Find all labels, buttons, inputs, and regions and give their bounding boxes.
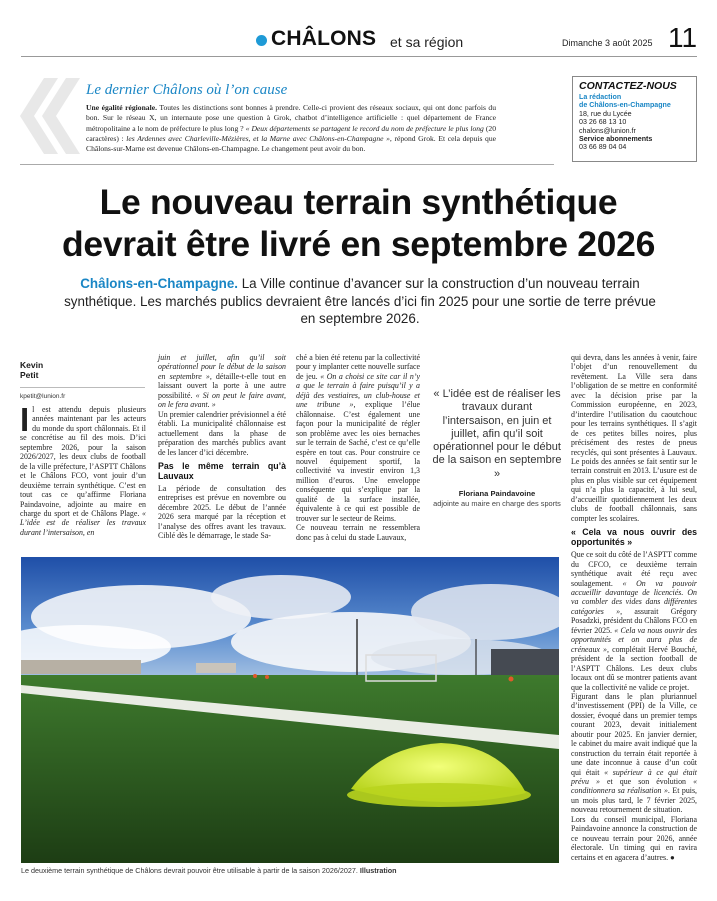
column-text: , complétait Hervé Bouché, président de la section football de l’ASPTT Châlons. Les deux clubs locaux ont dû se montrer patients avant que la collectivité ne valide ce projet. xyxy=(571,644,698,692)
photo-caption xyxy=(21,866,561,875)
column-text: . Et puis, un mois plus tard, le 7 février 2025, nouveau retournement de situation. xyxy=(571,786,698,815)
side-box-title: Le dernier Châlons où l’on cause xyxy=(86,82,288,98)
section-title: CHÂLONS xyxy=(271,27,377,50)
column-text: Que ce soit du côté de l’ASPTT comme du CFCO, ce deuxième terrain synthétique avait été reçu avec soulagement. xyxy=(571,550,697,588)
byline-divider xyxy=(20,387,145,388)
article-column-3 xyxy=(296,353,420,542)
byline xyxy=(20,360,43,380)
column-quote: « Cela va nous ouvrir des opportunités et on aura plus de créneaux » xyxy=(571,625,698,654)
header-divider xyxy=(21,56,697,57)
author-email[interactable]: kpetit@lunion.fr xyxy=(20,393,66,400)
column-text: Ce nouveau terrain ne ressemblera donc pas à celui du stade Lauvaux, xyxy=(296,523,420,542)
contact-service: Service abonnements xyxy=(579,135,653,144)
contact-redaction-city: de Châlons-en-Champagne xyxy=(579,101,671,110)
author-last-name: Petit xyxy=(20,370,39,380)
side-box-quote: « Deux départements se partagent le record du nom de préfecture le plus long xyxy=(245,123,484,133)
caption-credit: Illustration xyxy=(359,866,397,875)
side-box-body: (20 caractères) : xyxy=(86,123,496,143)
section-subtitle: et sa région xyxy=(390,34,464,50)
pull-quote-role: adjointe au maire en charge des sports xyxy=(433,499,561,508)
column-quote: « On a choisi ce site car il n’y a que le terrain à faire puisqu’il y a déjà des vestiaires, un club-house et une tribune » xyxy=(296,371,420,410)
headline-line-1: Le nouveau terrain synthétique xyxy=(99,182,618,222)
lede xyxy=(60,275,660,328)
side-box-text xyxy=(86,103,496,154)
author-first-name: Kevin xyxy=(20,360,44,370)
article-column-2 xyxy=(158,353,286,541)
subheading: Pas le même terrain qu’à Lauvaux xyxy=(158,460,286,481)
section-dot-icon xyxy=(256,35,267,46)
contact-address: 18, rue du Lycée xyxy=(579,109,632,118)
drop-cap: I xyxy=(20,401,30,438)
column-text: Un premier calendrier prévisionnel a été établi. La municipalité châlonnaise est actuellement dans la phase de préparation des marchés publics avant de les lancer d’ici décembre. xyxy=(158,409,286,457)
contact-box xyxy=(572,76,697,162)
column-text: Figurant dans le plan pluriannuel d’investissement (PPI) de la Ville, ce dossier, évoqué dans un premier temps courant 2023, devait initialement aboutir pour 2025. En janvier dernier, le cabinet du maire avait indiqué que la construction du terrain était reportée à une date inconnue à cause d’un coût qui était xyxy=(571,691,697,777)
headline-line-2: devrait être livré en septembre 2026 xyxy=(61,224,656,264)
pull-quote-author: Floriana Paindavoine xyxy=(458,489,536,498)
contact-service-phone: 03 66 89 04 04 xyxy=(579,143,627,152)
side-box-body: Toutes les distinctions sont bonnes à prendre. Celle-ci provient des réseaux sociaux, qui ont donc parfois du bon. Sur le réseau X, un internaute pose une question à Grok, chatbot d’intelligence artificielle : quel département de France métropolitaine a le nom de préfecture le plus long ? xyxy=(86,103,496,133)
lede-text: La Ville continue d’avancer sur la construction d’un nouveau terrain synthétique. Les marchés publics devraient être lancés d’ici fin 2025 pour une sortie de terre prévue en septembre 2026. xyxy=(64,276,656,326)
column-text: ché a bien été retenu par la collectivité pour y implanter cette nouvelle surface de jeu. xyxy=(296,353,420,381)
contact-title: CONTACTEZ-NOUS xyxy=(579,80,677,92)
contact-email[interactable]: chalons@lunion.fr xyxy=(579,126,636,135)
side-box-body: , répond Grok. Et cela depuis que Châlons-sur-Marne est devenue Châlons-en-Champagne. Le changement peut avoir du bon. xyxy=(86,133,497,154)
article-column-5 xyxy=(571,353,697,862)
caption-text: Le deuxième terrain synthétique de Châlons devrait pouvoir être utilisable à partir de la saison 2026/2027. xyxy=(21,866,360,875)
column-text: La période de consultation des entreprises est prévue en novembre ou décembre 2025. Le début de l’année 2026 sera marqué par la réception et l’analyse des offres avant les travaux. Ciblé dès le démarrage, le stade Sa- xyxy=(158,483,286,541)
page-number: 11 xyxy=(668,22,698,53)
column-text: l est attendu depuis plusieurs années maintenant par les acteurs du monde du sport châlonnais. Et il se concrétise au fil des mois. D’ici septembre 2026, pour la saison 2026/2027, les deux clubs de football de la ville préfecture, l’ASPTT Châlons et le Châlons FCO, vont jouir d’un deuxième terrain synthétique. C’est en tout cas ce qu’affirme Floriana Paindavoine, adjointe au maire en charge du sport et de Châlons Plage. xyxy=(20,405,146,518)
column-quote: juin et juillet, afin qu’il soit opérationnel pour le début de la saison en septembre » xyxy=(158,353,286,381)
column-text: , détaille-t-elle tout en laissant ouvert la porte à une autre possibilité. xyxy=(158,371,286,400)
chevron-quote-icon xyxy=(14,76,84,156)
column-text: et que son évolution xyxy=(599,777,694,787)
contact-redaction: La rédaction xyxy=(579,93,622,101)
side-box-divider xyxy=(20,164,554,165)
pull-quote: « L’idée est de réaliser les travaux durant l’intersaison, en juin et juillet, afin qu’il soit opérationnel pour le début de la saison en septembre » xyxy=(432,388,562,480)
column-text: , explique l’élue châlonnaise. C’est également une façon pour la municipalité de régler son problème avec les oies bernaches sur le terrain de Saché, c’est ce qu’elle espère en tout cas. Pour construire ce nouvel équipement sportif, la collectivité va investir environ 1,3 million d’euros. Une enveloppe conséquente qui s’explique par la qualité de la surface installée, équivalente à ce qui est possible de trouver sur le secteur de Reims. xyxy=(296,400,420,523)
side-box-quote: les Ardennes avec Charleville-Mézières, et la Marne avec Châlons-en-Champagne » xyxy=(126,133,390,143)
subheading: « Cela va nous ouvrir des opportunités » xyxy=(571,527,697,548)
column-text: , assurait Grégory Posadzki, président du Châlons FCO en février 2025. xyxy=(571,606,697,635)
contact-phone: 03 26 68 13 10 xyxy=(579,118,627,127)
article-column-1 xyxy=(20,401,146,537)
article-photo xyxy=(21,557,559,863)
column-quote: « L’idée est de réaliser les travaux durant l’intersaison, en xyxy=(20,508,146,537)
column-quote: « supérieur à ce qui était prévu » xyxy=(571,767,697,787)
issue-date: Dimanche 3 août 2025 xyxy=(562,38,653,48)
lede-location: Châlons-en-Champagne. xyxy=(80,276,238,291)
column-quote: « On va pouvoir accueillir davantage de licenciés. On va combler des vides dans différentes catégories » xyxy=(571,578,697,616)
column-quote: « conditionnera sa réalisation » xyxy=(571,777,698,796)
headline xyxy=(10,181,707,265)
column-text: qui devra, dans les années à venir, faire l’objet d’un renouvellement du revêtement. La Ville sera dans l’obligation de se mettre en conformité avec la décision prise par la Commission européenne, en 2023, d’interdire l’utilisation du caoutchouc pour les terrains synthétiques. Il s’agit de ces petites billes noires, plus précisément des restes de pneus recyclés, qui sont présentes à Lauvaux. Le poids des années se fait sentir sur le terrain construit en 2013. L’usure est de plus en plus visible sur cet équipement qui n’a plus la capacité, à lui seul, d’accueillir quotidiennement les deux clubs de football châlonnais, sans compter les scolaires. xyxy=(571,353,697,523)
column-text: Lors du conseil municipal, Floriana Paindavoine annonce la construction de ce nouveau terrain pour 2026, année électorale. Un timing qui en ravira certains et en agacera d’autres. ● xyxy=(571,814,697,862)
side-box-lead: Une égalité régionale. xyxy=(86,103,157,112)
column-quote: « Si on peut le faire avant, on le fera avant. » xyxy=(158,390,287,410)
